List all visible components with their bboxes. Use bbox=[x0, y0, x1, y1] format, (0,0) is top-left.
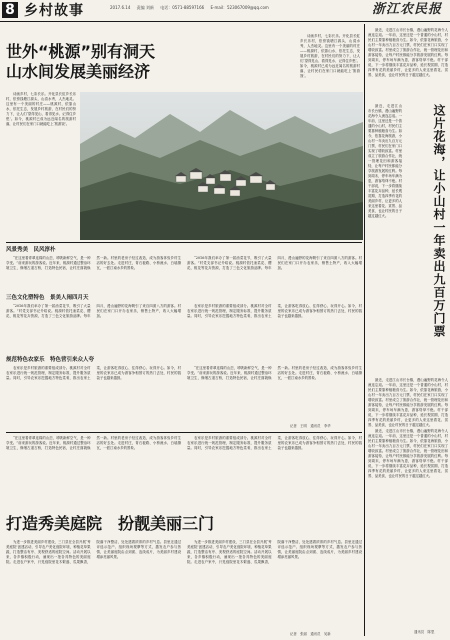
side-body-top bbox=[368, 28, 448, 100]
column-divider bbox=[364, 24, 365, 636]
lead-intro-top bbox=[300, 34, 360, 90]
lead-intro-column bbox=[6, 92, 76, 240]
subhead-2-text-cont: 农家乐是乡村旅游的重要组成部分。桃源村对全村农家乐进行统一规范管理，制定服务标准，提升服务质量。同时，引导农家乐挖掘地方特色菜肴，推出农家土菜，让游客吃得放心、住得舒心、玩得开心。如今，村里的农家乐已成为游客争相预订的热门去处，村民的钱袋子也越来越鼓。 bbox=[187, 304, 362, 318]
lead-headline bbox=[6, 42, 155, 82]
lead-intro-continued: 诗画乡村，七彩长乐。开化县长虹乡长乐村，依傍钱塘江源头，山清水秀，人杰地灵。这里有一个美丽的村庄——桃源村，依靠山水，依托生态，发展乡村旅游，在村民们的努力下，让人们‘望得见山、看得见水、记得住乡愁’。如今，桃源村已成为远近闻名的旅游村落，让村民们在家门口就能吃上‘旅游饭’。 bbox=[6, 92, 76, 126]
lead-headline-line2: 山水间发展美丽经济 bbox=[6, 62, 151, 81]
mountain-village-image bbox=[80, 92, 363, 240]
subhead-1-text: “在这里看青翠连绵的山峦，呼吸新鲜空气，是一种享受。”前来游玩的游客说。近年来，桃源村通过整治环境卫生，修缮古道古桥，打造特色民宿，让村庄面貌焕然一新。村里的老房子经过改造，成为游客体验乡村生活的好去处。走进村庄，青石板路、小桥流水、白墙黛瓦，一派江南水乡的景象。 bbox=[6, 256, 181, 270]
second-body-text-cont: 为进一步推进美丽乡村建设，三门县在全县开展‘秀美庭院’创建活动，引导农户美化庭院环境，种植花草果蔬，打造整洁有序、美观舒适的庭院空间。活动开展以来，各乡镇积极行动，涌现出一批各具特色的美丽庭院。走进农户家中，只见庭院里花木繁盛、瓜果飘香，院落干净整洁，处处透着浓浓的乡村气息。县里还通过评选示范户、组织现场观摩等方式，激发农户参与热情，让美丽庭院由点到面、连线成片，为美丽乡村建设增添亮丽风景。 bbox=[187, 540, 362, 564]
subhead-1: 风景秀美 民风淳朴 bbox=[6, 247, 56, 253]
editor-credit: 责编 刘新 bbox=[136, 5, 154, 10]
divider bbox=[6, 432, 362, 433]
editor-email: E-mail：523067009@qq.com bbox=[210, 5, 269, 10]
subhead-1-body bbox=[6, 256, 362, 292]
second-headline: 打造秀美庭院 扮靓美丽三门 bbox=[6, 514, 215, 533]
lead-headline-line1: 世外“桃源”别有洞天 bbox=[6, 42, 156, 61]
second-body bbox=[6, 540, 362, 632]
side-byline: 通讯员 陈思 bbox=[414, 630, 435, 634]
second-byline: 记者 张丽 通讯员 吴新 bbox=[290, 632, 331, 636]
subhead-3-body bbox=[6, 366, 362, 422]
lead-intro-text: 诗画乡村，七彩长乐。开化县长虹乡长乐村，依傍钱塘江源头，山清水秀，人杰地灵。这里有一个美丽的村庄——桃源村，依靠山水，依托生态，发展乡村旅游，在村民们的努力下，让人们‘望得见山、看得见水、记得住乡愁’。如今，桃源村已成为远近闻名的旅游村落，让村民们在家门口就能吃上‘旅游饭’。 bbox=[300, 34, 360, 78]
village-photo bbox=[80, 92, 363, 240]
masthead-meta bbox=[110, 5, 274, 10]
section-title: 乡村故事 bbox=[24, 3, 84, 19]
side-body-text-extra: 最近，走进江山市长台镇，漫山遍野的花海令人流连忘返。一年前，这里还是一个普通的小山村，村民们主要靠种植粮食为生。如今，依靠花海旅游，小山村一年卖出九百万元门票，村民们在家门口实现了增收致富。村里成立了旅游合作社，统一管理花田和游客接待，让每户村民都能分享旅游发展的红利。每到周末，停车场车满为患，游客络绎不绝。村干部说，下一步将继续丰富花卉品种，延长观赏期，打造四季有花的美丽乡村，让更多的人来这里看花、赏景、品美食，也让村民的日子越过越红火。 bbox=[368, 429, 448, 478]
side-body-text-more: 最近，走进江山市长台镇，漫山遍野的花海令人流连忘返。一年前，这里还是一个普通的小山村，村民们主要靠种植粮食为生。如今，依靠花海旅游，小山村一年卖出九百万元门票，村民们在家门口实现了增收致富。村里成立了旅游合作社，统一管理花田和游客接待，让每户村民都能分享旅游发展的红利。每到周末，停车场车满为患，游客络绎不绝。村干部说，下一步将继续丰富花卉品种，延长观赏期，打造四季有花的美丽乡村，让更多的人来这里看花、赏景、品美食，也让村民的日子越过越红火。 bbox=[368, 378, 448, 427]
second-body-text: 为进一步推进美丽乡村建设，三门县在全县开展‘秀美庭院’创建活动，引导农户美化庭院环境，种植花草果蔬，打造整洁有序、美观舒适的庭院空间。活动开展以来，各乡镇积极行动，涌现出一批各具特色的美丽庭院。走进农户家中，只见庭院里花木繁盛、瓜果飘香，院落干净整洁，处处透着浓浓的乡村气息。县里还通过评选示范户、组织现场观摩等方式，激发农户参与热情，让美丽庭院由点到面、连线成片，为美丽乡村建设增添亮丽风景。 bbox=[6, 540, 181, 564]
subhead-3: 规范特色农家乐 特色营引来众人夸 bbox=[6, 357, 95, 363]
side-headline-line1: 这片花海， bbox=[432, 104, 446, 169]
masthead bbox=[0, 0, 450, 22]
page-number: 8 bbox=[2, 2, 18, 18]
subhead-2: 三色文化塑特色 景美人闹四月天 bbox=[6, 295, 89, 301]
divider bbox=[6, 242, 362, 243]
side-body-text: 最近，走进江山市长台镇，漫山遍野的花海令人流连忘返。一年前，这里还是一个普通的小山村，村民们主要靠种植粮食为生。如今，依靠花海旅游，小山村一年卖出九百万元门票，村民们在家门口实现了增收致富。村里成立了旅游合作社，统一管理花田和游客接待，让每户村民都能分享旅游发展的红利。每到周末，停车场车满为患，游客络绎不绝。村干部说，下一步将继续丰富花卉品种，延长观赏期，打造四季有花的美丽乡村，让更多的人来这里看花、赏景、品美食，也让村民的日子越过越红火。 bbox=[368, 28, 448, 77]
side-body-text-cont: 最近，走进江山市长台镇，漫山遍野的花海令人流连忘返。一年前，这里还是一个普通的小山村，村民们主要靠种植粮食为生。如今，依靠花海旅游，小山村一年卖出九百万元门票，村民们在家门口实现了增收致富。村里成立了旅游合作社，统一管理花田和游客接待，让每户村民都能分享旅游发展的红利。每到周末，停车场车满为患，游客络绎不绝。村干部说，下一步将继续丰富花卉品种，延长观赏期，打造四季有花的美丽乡村，让更多的人来这里看花、赏景、品美食，也让村民的日子越过越红火。 bbox=[368, 104, 402, 218]
feature-body-upper bbox=[6, 436, 362, 512]
feature-upper-text-2: 农家乐是乡村旅游的重要组成部分。桃源村对全村农家乐进行统一规范管理，制定服务标准，提升服务质量。同时，引导农家乐挖掘地方特色菜肴，推出农家土菜，让游客吃得放心、住得舒心、玩得开心。如今，村里的农家乐已成为游客争相预订的热门去处，村民的钱袋子也越来越鼓。 bbox=[187, 436, 362, 450]
feature-upper-text: “在这里看青翠连绵的山峦，呼吸新鲜空气，是一种享受。”前来游玩的游客说。近年来，桃源村通过整治环境卫生，修缮古道古桥，打造特色民宿，让村庄面貌焕然一新。村里的老房子经过改造，成为游客体验乡村生活的好去处。走进村庄，青石板路、小桥流水、白墙黛瓦，一派江南水乡的景象。 bbox=[6, 436, 181, 450]
lead-byline: 记者 王明 通讯员 李华 bbox=[290, 424, 331, 428]
subhead-1-text-cont: “2016年我们举办了第一届油菜花节，吸引了大量游客。”村党支部书记介绍说。桃源村依托油菜花、樱花、桃花等花卉资源，打造了三色文化旅游品牌。每年四月，漫山遍野的花海吸引了来自四面八方的游客。村民们在家门口开办农家乐，销售土特产，收入大幅增加。 bbox=[187, 256, 362, 270]
issue-date: 2017.6.14 bbox=[110, 5, 131, 10]
subhead-3-text-cont: “在这里看青翠连绵的山峦，呼吸新鲜空气，是一种享受。”前来游玩的游客说。近年来，桃源村通过整治环境卫生，修缮古道古桥，打造特色民宿，让村庄面貌焕然一新。村里的老房子经过改造，成为游客体验乡村生活的好去处。走进村庄，青石板路、小桥流水、白墙黛瓦，一派江南水乡的景象。 bbox=[187, 366, 362, 380]
subhead-3-text: 农家乐是乡村旅游的重要组成部分。桃源村对全村农家乐进行统一规范管理，制定服务标准，提升服务质量。同时，引导农家乐挖掘地方特色菜肴，推出农家土菜，让游客吃得放心、住得舒心、玩得开心。如今，村里的农家乐已成为游客争相预订的热门去处，村民的钱袋子也越来越鼓。 bbox=[6, 366, 181, 380]
newspaper-logo: 浙江农民报 bbox=[371, 2, 442, 17]
editor-phone: 电话：0571-88597166 bbox=[160, 5, 205, 10]
side-body-bottom bbox=[368, 378, 448, 628]
subhead-2-text: “2016年我们举办了第一届油菜花节，吸引了大量游客。”村党支部书记介绍说。桃源村依托油菜花、樱花、桃花等花卉资源，打造了三色文化旅游品牌。每年四月，漫山遍野的花海吸引了来自四面八方的游客。村民们在家门口开办农家乐，销售土特产，收入大幅增加。 bbox=[6, 304, 181, 318]
side-headline bbox=[404, 104, 446, 374]
side-body-narrow bbox=[368, 104, 402, 374]
side-headline-line2: 让小山村一年卖出九百万门票 bbox=[432, 169, 446, 338]
subhead-2-body bbox=[6, 304, 362, 354]
